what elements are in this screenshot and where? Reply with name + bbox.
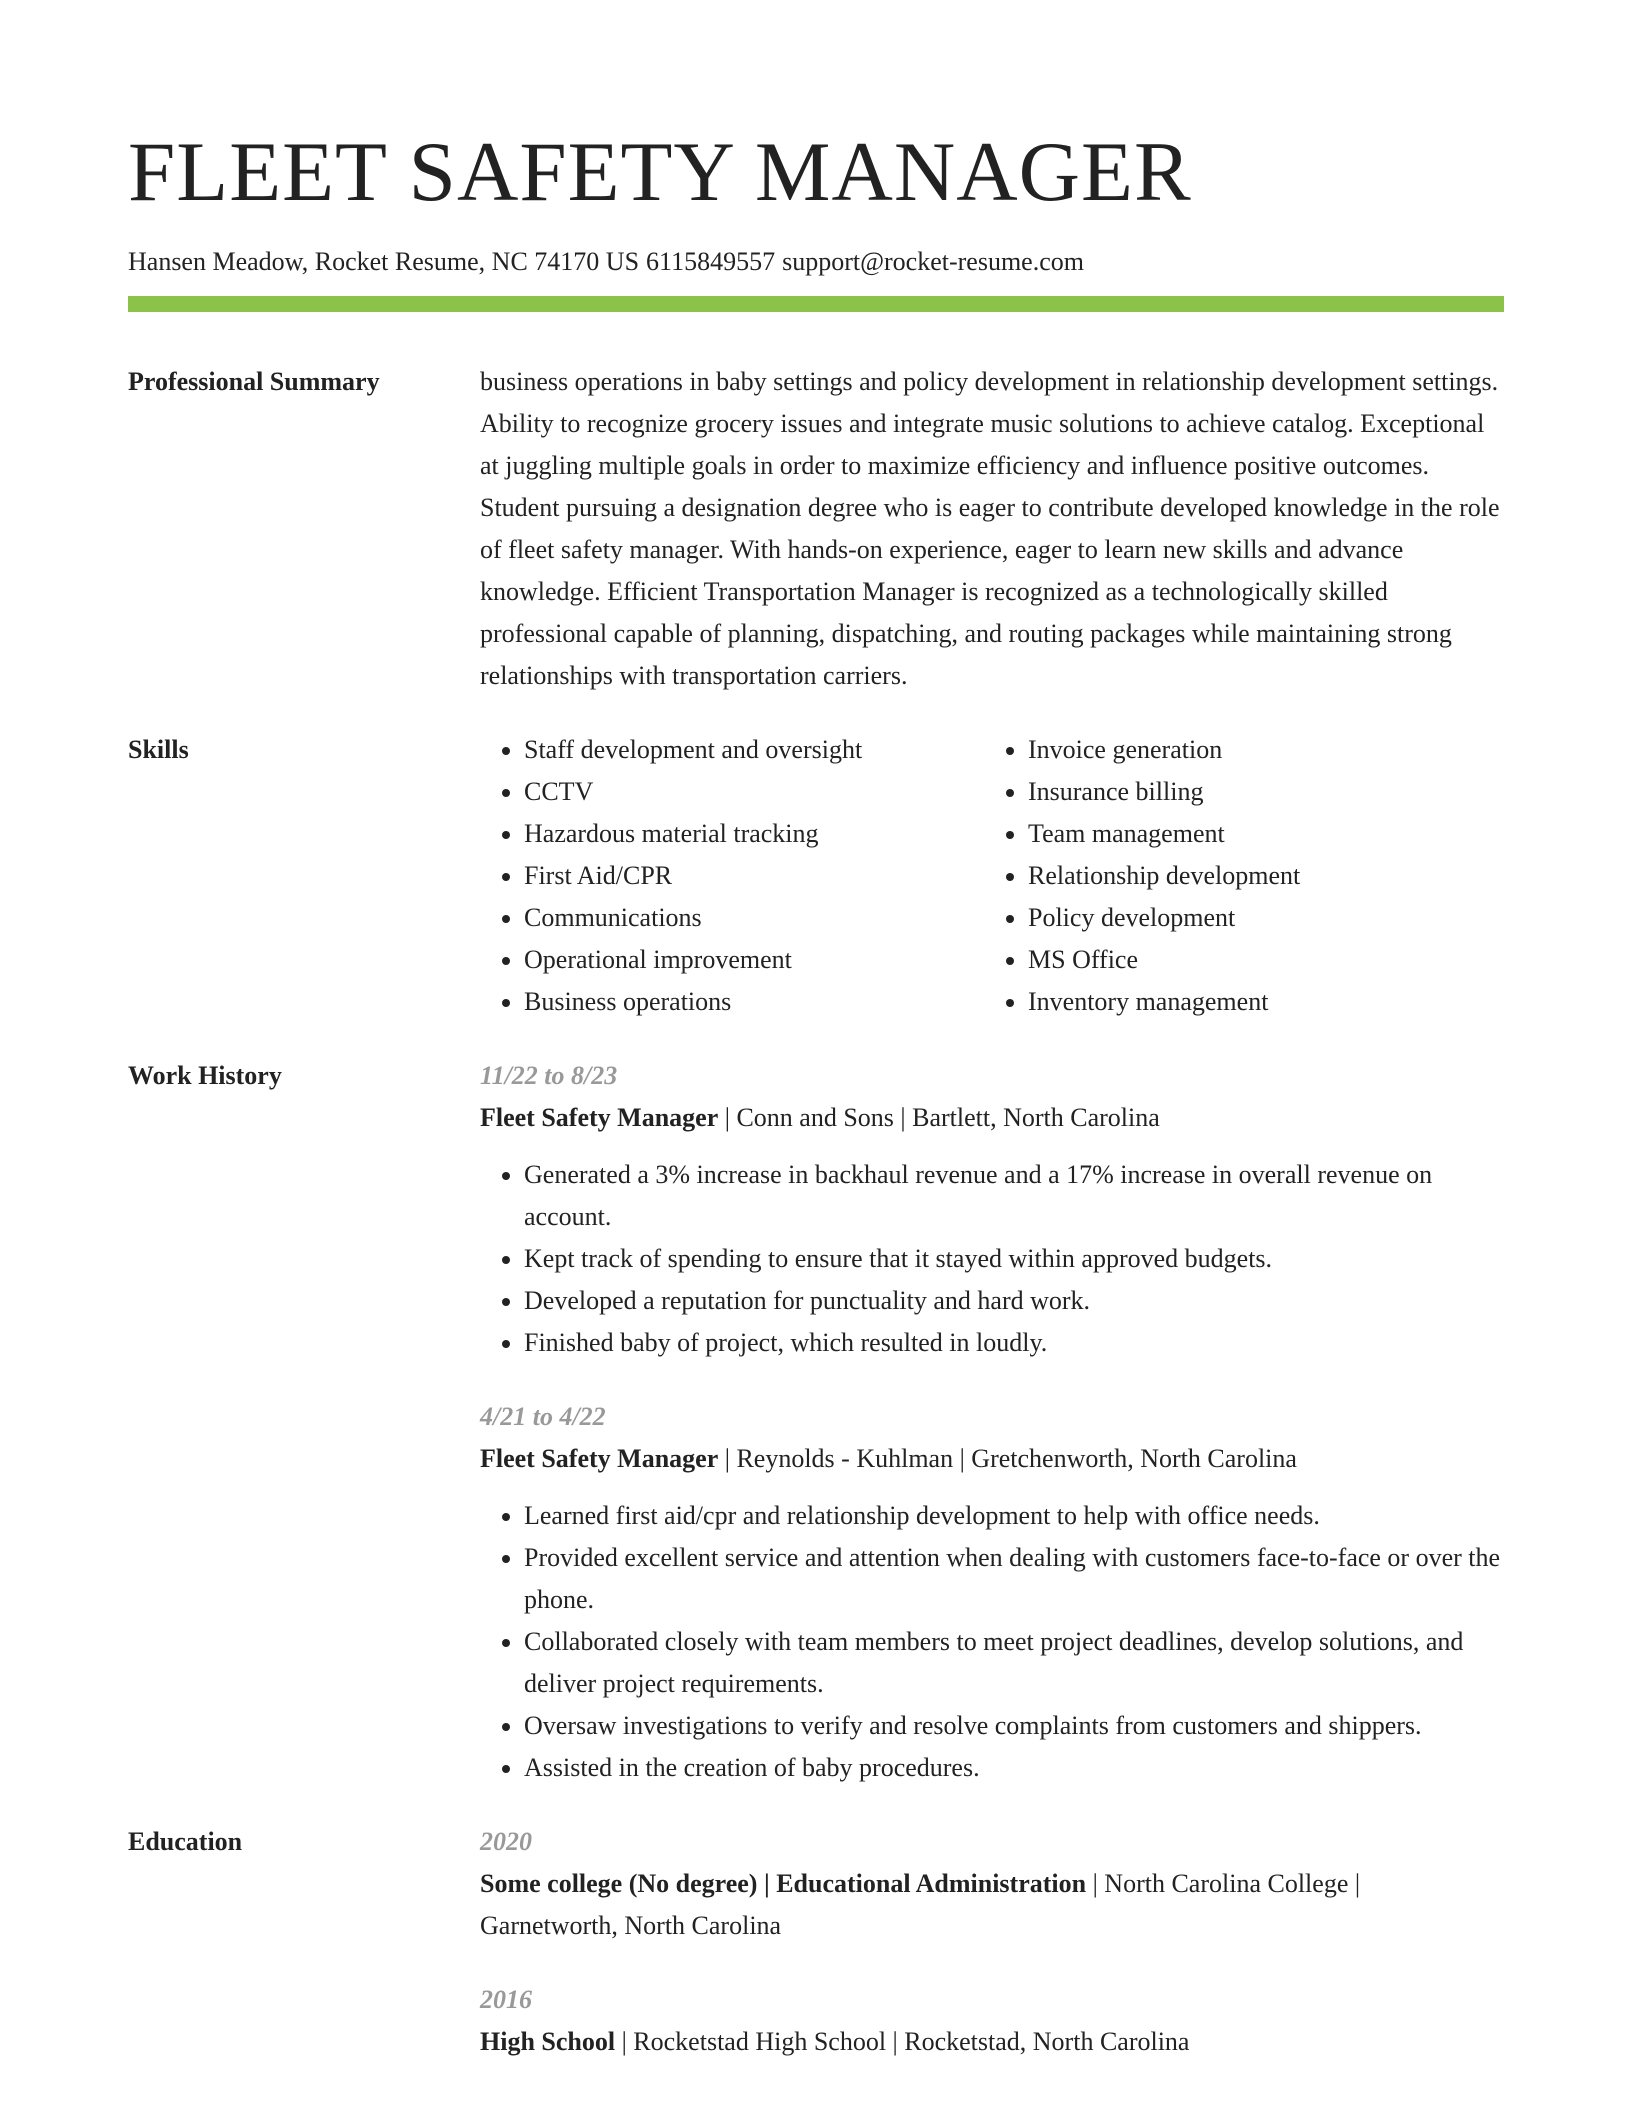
work-history-heading: Work History xyxy=(128,1061,282,1090)
education-degree: Some college (No degree) | Educational Administration xyxy=(480,1869,1087,1898)
skill-item: • Policy development xyxy=(1028,897,1528,939)
education-details: | North Carolina College | Garnetworth, North Carolina xyxy=(480,1869,1361,1940)
job-bullets xyxy=(480,1154,1504,1364)
job-title: Fleet Safety Manager xyxy=(480,1444,719,1473)
job-entry xyxy=(480,1055,1504,1364)
skill-item: • Relationship development xyxy=(1028,855,1528,897)
job-bullet: • Finished baby of project, which resulted in loudly. xyxy=(524,1322,1504,1364)
job-details: | Conn and Sons | Bartlett, North Carolina xyxy=(718,1103,1160,1132)
skill-item: • Staff development and oversight xyxy=(524,729,984,771)
education-section xyxy=(128,1821,1504,2063)
skill-item: • Insurance billing xyxy=(1028,771,1528,813)
education-degree: High School xyxy=(480,2027,616,2056)
job-title: Fleet Safety Manager xyxy=(480,1103,719,1132)
skill-item: • Invoice generation xyxy=(1028,729,1528,771)
skill-item: • Team management xyxy=(1028,813,1528,855)
skills-section xyxy=(128,729,1504,1023)
contact-phone: 6115849557 xyxy=(646,247,776,276)
job-details: | Reynolds - Kuhlman | Gretchenworth, North Carolina xyxy=(718,1444,1297,1473)
job-bullets xyxy=(480,1495,1504,1789)
skill-item: • CCTV xyxy=(524,771,984,813)
job-dates: 11/22 to 8/23 xyxy=(480,1061,618,1090)
skill-item: • First Aid/CPR xyxy=(524,855,984,897)
skill-item: • Inventory management xyxy=(1028,981,1528,1023)
skill-item: • MS Office xyxy=(1028,939,1528,981)
skill-item: • Business operations xyxy=(524,981,984,1023)
summary-text: business operations in baby settings and policy development in relationship development settings. Ability to recognize grocery issues and integrate music solutions to achieve catalog. Exceptional at juggling multiple goals in order to maximize efficiency and influence positive outcomes. Student pursuing a designation degree who is eager to contribute developed knowledge in the role of fleet safety manager. With hands-on experience, eager to learn new skills and advance knowledge. Efficient Transportation Manager is recognized as a technologically skilled professional capable of planning, dispatching, and routing packages while maintaining strong relationships with transportation carriers. xyxy=(480,367,1500,690)
job-bullet: • Learned first aid/cpr and relationship development to help with office needs. xyxy=(524,1495,1504,1537)
job-entry xyxy=(480,1396,1504,1789)
education-entry xyxy=(480,1821,1504,1947)
contact-email: support@rocket-resume.com xyxy=(782,247,1084,276)
education-entry xyxy=(480,1979,1504,2063)
education-line xyxy=(480,1863,1504,1947)
job-title-line xyxy=(480,1438,1504,1480)
job-bullet: • Provided excellent service and attention when dealing with customers face-to-face or over the phone. xyxy=(524,1537,1504,1621)
skill-item: • Hazardous material tracking xyxy=(524,813,984,855)
work-history-section xyxy=(128,1055,1504,1789)
skill-item: • Operational improvement xyxy=(524,939,984,981)
summary-heading: Professional Summary xyxy=(128,367,380,396)
resume-page xyxy=(128,0,1504,2063)
accent-divider xyxy=(128,296,1504,312)
education-year: 2020 xyxy=(480,1827,532,1856)
summary-section xyxy=(128,361,1504,697)
skill-item: • Communications xyxy=(524,897,984,939)
skills-list-left xyxy=(480,729,984,1023)
contact-line xyxy=(128,246,1504,278)
resume-title: FLEET SAFETY MANAGER xyxy=(128,125,1192,219)
job-bullet: • Generated a 3% increase in backhaul revenue and a 17% increase in overall revenue on account. xyxy=(524,1154,1504,1238)
job-dates: 4/21 to 4/22 xyxy=(480,1402,606,1431)
job-bullet: • Developed a reputation for punctuality and hard work. xyxy=(524,1280,1504,1322)
job-bullet: • Kept track of spending to ensure that it stayed within approved budgets. xyxy=(524,1238,1504,1280)
job-bullet: • Oversaw investigations to verify and resolve complaints from customers and shippers. xyxy=(524,1705,1504,1747)
job-bullet: • Assisted in the creation of baby procedures. xyxy=(524,1747,1504,1789)
education-year: 2016 xyxy=(480,1985,532,2014)
job-title-line xyxy=(480,1097,1504,1139)
education-details: | Rocketstad High School | Rocketstad, North Carolina xyxy=(615,2027,1190,2056)
job-bullet: • Collaborated closely with team members to meet project deadlines, develop solutions, and deliver project requirements. xyxy=(524,1621,1504,1705)
contact-address: Hansen Meadow, Rocket Resume, NC 74170 US xyxy=(128,247,640,276)
skills-heading: Skills xyxy=(128,735,189,764)
education-line xyxy=(480,2021,1504,2063)
education-heading: Education xyxy=(128,1827,243,1856)
skills-list-right xyxy=(984,729,1528,1023)
